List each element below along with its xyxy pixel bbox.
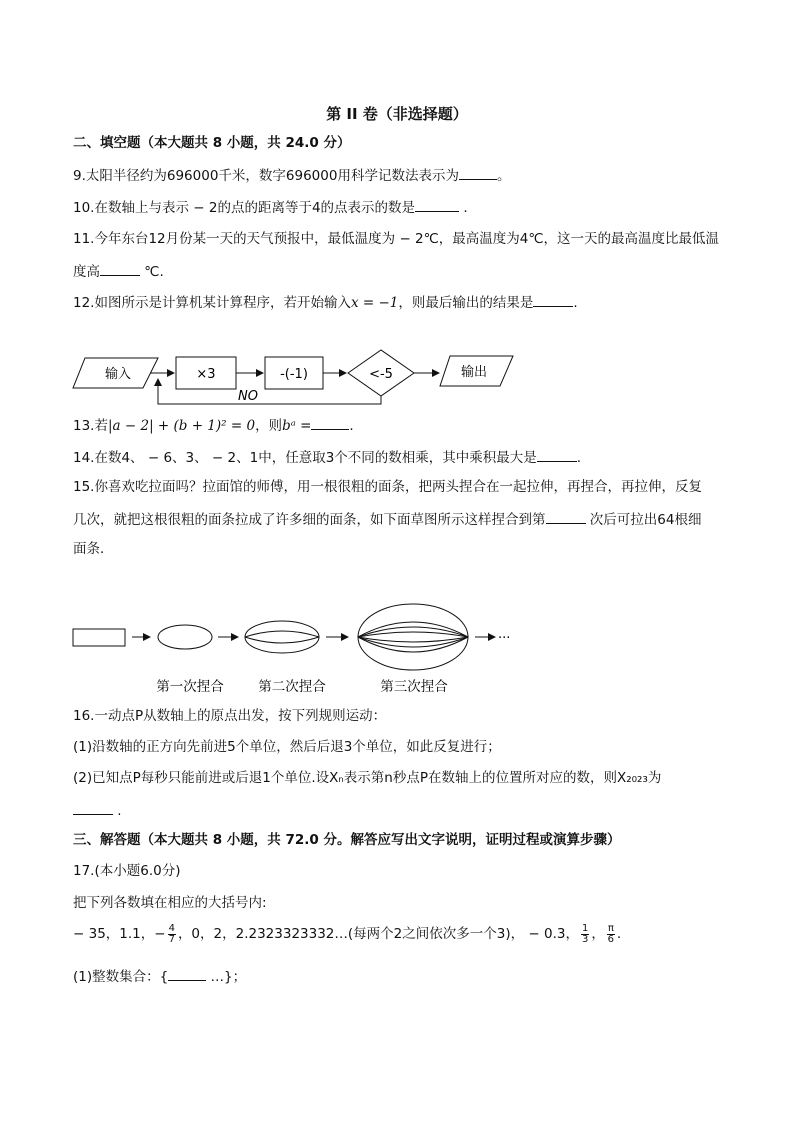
fraction-4-7: $\frac{4}{7}$ xyxy=(168,922,175,945)
question-11-line-2 xyxy=(73,261,164,281)
question-15-line-1: 15.你喜欢吃拉面吗？拉面馆的师傅，用一根很粗的面条，把两头捏合在一起拉伸，再捏合，再拉伸，反复 xyxy=(73,479,702,495)
noodle-diagram xyxy=(70,600,520,700)
label-second-fold: 第二次捏合 xyxy=(258,679,326,695)
question-15-text: 几次，就把这根很粗的面条拉成了许多细的面条，如下面草图所示这样捏合到第 xyxy=(73,512,546,528)
question-9 xyxy=(73,165,510,185)
answer-blank[interactable] xyxy=(73,800,113,815)
answer-blank[interactable] xyxy=(311,415,349,430)
section-title: 第 II 卷（非选择题） xyxy=(326,105,468,123)
answer-blank[interactable] xyxy=(546,509,586,524)
question-10 xyxy=(73,197,468,217)
label-third-fold: 第三次捏合 xyxy=(380,679,448,695)
question-12-text-2: ，则最后输出的结果是 xyxy=(398,295,534,311)
flow-output-label: 输出 xyxy=(460,365,488,380)
question-14 xyxy=(73,447,581,467)
question-16-line-2: (1)沿数轴的正方向先前进5个单位，然后后退3个单位，如此反复进行； xyxy=(73,739,501,755)
question-17-title: 17.(本小题6.0分) xyxy=(73,863,181,879)
answer-blank[interactable] xyxy=(168,966,206,981)
question-9-end: 。 xyxy=(496,168,511,184)
second-fold xyxy=(245,621,319,653)
question-17-intro: 把下列各数填在相应的大括号内: xyxy=(73,895,267,911)
question-13-end: . xyxy=(349,418,354,434)
question-13-math-2: bᵃ = xyxy=(282,418,312,434)
answer-blank[interactable] xyxy=(459,165,497,180)
flow-loop-label: NO xyxy=(238,389,258,404)
question-13 xyxy=(73,415,354,435)
question-12-math: x = −1 xyxy=(350,295,399,311)
label-first-fold: 第一次捏合 xyxy=(156,679,224,695)
question-16-line-1: 16.一动点P从数轴上的原点出发，按下列规则运动： xyxy=(73,708,387,724)
loop-arrow xyxy=(158,379,381,404)
question-15-line-3: 面条． xyxy=(73,541,114,557)
fraction-pi-6: $\frac{\pi}{6}$ xyxy=(607,922,615,945)
answer-blank[interactable] xyxy=(533,292,573,307)
question-15-text-end: 次后可拉出64根细 xyxy=(585,512,702,528)
question-10-text: 10.在数轴上与表示 − 2的点的距离等于4的点表示的数是 xyxy=(73,200,416,216)
question-13-math: |a − 2| + (b + 1)² = 0 xyxy=(107,418,256,434)
numbers-text: − 35，1.1，− xyxy=(73,926,166,942)
question-17-numbers xyxy=(73,922,621,946)
question-17-part-1 xyxy=(73,966,246,986)
third-fold xyxy=(358,604,468,670)
answer-blank[interactable] xyxy=(415,197,459,212)
flowchart-diagram xyxy=(70,348,520,408)
question-12-end: . xyxy=(573,295,578,311)
question-11-text: 度高 xyxy=(73,264,100,280)
flow-input-label: 输入 xyxy=(104,367,132,382)
question-11-line-1: 11.今年东台12月份某一天的天气预报中，最低温度为 − 2℃，最高温度为4℃，这一天的最高温度比最低温 xyxy=(73,231,720,247)
question-14-end: . xyxy=(576,450,582,466)
numbers-end: . xyxy=(616,926,622,942)
question-9-text: 9.太阳半径约为696000千米，数字696000用科学记数法表示为 xyxy=(73,168,459,184)
question-14-text: 14.在数4、 − 6、3、 − 2、1中，任意取3个不同的数相乘，其中乘积最大是 xyxy=(73,450,537,466)
thick-noodle xyxy=(73,629,125,646)
question-12 xyxy=(73,292,578,312)
answer-blank[interactable] xyxy=(100,261,140,276)
question-11-end: ℃. xyxy=(140,264,164,280)
question-16-line-3: (2)已知点P每秒只能前进或后退1个单位.设Xₙ表示第n秒点P在数轴上的位置所对应的数，则X₂₀₂₃为 xyxy=(73,770,662,786)
flow-step1-label: ×3 xyxy=(196,367,216,382)
numbers-text-2: ，0，2，2.2323323332…(每两个2之间依次多一个3)， − 0.3， xyxy=(177,926,579,942)
question-16-end: . xyxy=(113,803,122,819)
fraction-1-3: $\frac{1}{3}$ xyxy=(581,922,589,945)
question-12-text: 12.如图所示是计算机某计算程序，若开始输入 xyxy=(73,295,351,311)
question-10-end: . xyxy=(459,200,468,216)
ellipsis: ··· xyxy=(498,631,511,646)
section-2-heading: 二、填空题（本大题共 8 小题，共 24.0 分） xyxy=(73,135,351,151)
question-15-line-2 xyxy=(73,509,701,529)
first-fold xyxy=(158,625,212,649)
part-1-label: (1)整数集合：{ xyxy=(73,969,169,985)
flow-step2-label: -(-1) xyxy=(280,367,308,382)
numbers-separator: ， xyxy=(591,926,605,942)
question-13-text: 13.若 xyxy=(73,418,108,434)
question-13-text-2: ，则 xyxy=(255,418,283,434)
answer-blank[interactable] xyxy=(537,447,577,462)
question-16-line-4 xyxy=(73,800,122,820)
flow-condition-label: <-5 xyxy=(369,367,393,382)
part-1-end: …}； xyxy=(206,969,247,985)
section-3-heading: 三、解答题（本大题共 8 小题，共 72.0 分。解答应写出文字说明，证明过程或演算步骤） xyxy=(73,832,621,848)
